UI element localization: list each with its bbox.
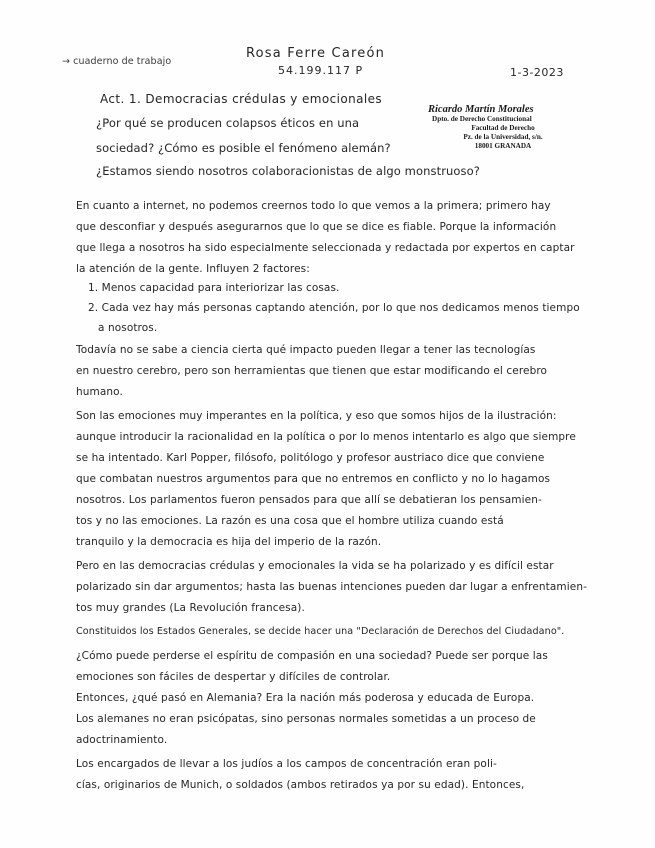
body-line: Son las emociones muy imperantes en la política, y eso que somos hijos de la ilustración:	[76, 410, 557, 422]
stamp-city: 18001 GRANADA	[474, 142, 532, 150]
body-line: En cuanto a internet, no podemos creernos todo lo que vemos a la primera; primero hay	[76, 200, 551, 212]
body-line: polarizado sin dar argumentos; hasta las buenas intenciones pueden dar lugar a enfrentamien-	[76, 581, 587, 593]
list-item: 2. Cada vez hay más personas captando atención, por lo que nos dedicamos menos tiempo	[88, 302, 580, 314]
body-line: humano.	[76, 386, 123, 398]
body-line: que combatan nuestros argumentos para que no entremos en conflicto y no lo hagamos	[76, 473, 551, 485]
body-line: emociones son fáciles de despertar y difíciles de controlar.	[76, 671, 391, 683]
body-line: ¿Cómo puede perderse el espíritu de compasión en una sociedad? Puede ser porque las	[76, 650, 548, 662]
stamp-address: Pz. de la Universidad, s/n.	[463, 133, 543, 141]
activity-title: Act. 1. Democracias crédulas y emocionales	[100, 92, 383, 106]
body-line: adoctrinamiento.	[76, 734, 168, 746]
header-note: → cuaderno de trabajo	[62, 56, 172, 67]
body-line: nosotros. Los parlamentos fueron pensados para que allí se debatieran los pensamien-	[76, 494, 542, 506]
body-line: Todavía no se sabe a ciencia cierta qué impacto pueden llegar a tener las tecnologías	[76, 344, 536, 356]
question-line: ¿Estamos siendo nosotros colaboracionistas de algo monstruoso?	[96, 164, 480, 178]
body-line: aunque introducir la racionalidad en la política o por lo menos intentarlo es algo que siempre	[76, 431, 576, 443]
stamp-name: Ricardo Martín Morales	[428, 104, 534, 115]
body-line: Constituidos los Estados Generales, se decide hacer una "Declaración de Derechos del Ciudadano".	[76, 626, 565, 637]
date: 1-3-2023	[510, 66, 564, 79]
stamp-department: Dpto. de Derecho Constitucional	[432, 115, 532, 123]
body-line: Entonces, ¿qué pasó en Alemania? Era la nación más poderosa y educada de Europa.	[76, 692, 535, 704]
id-number: 54.199.117 P	[278, 64, 364, 77]
body-line: tos muy grandes (La Revolución francesa).	[76, 602, 305, 614]
body-line: Los encargados de llevar a los judíos a los campos de concentración eran poli-	[76, 758, 497, 770]
body-line: la atención de la gente. Influyen 2 factores:	[76, 263, 310, 275]
body-line: se ha intentado. Karl Popper, filósofo, politólogo y profesor austriaco dice que conviene	[76, 452, 545, 464]
stamp-faculty: Facultad de Derecho	[471, 124, 535, 132]
list-item: 1. Menos capacidad para interiorizar las cosas.	[88, 282, 340, 294]
author-name: Rosa Ferre Careón	[246, 46, 386, 61]
list-item: a nosotros.	[98, 322, 158, 334]
question-line: ¿Por qué se producen colapsos éticos en una	[96, 116, 360, 130]
body-line: en nuestro cerebro, pero son herramientas que tienen que estar modificando el cerebro	[76, 365, 548, 377]
body-line: Pero en las democracias crédulas y emocionales la vida se ha polarizado y es difícil estar	[76, 560, 554, 572]
body-line: tos y no las emociones. La razón es una cosa que el hombre utiliza cuando está	[76, 515, 504, 527]
body-line: cías, originarios de Munich, o soldados (ambos retirados ya por su edad). Entonces,	[76, 779, 525, 791]
body-line: Los alemanes no eran psicópatas, sino personas normales sometidas a un proceso de	[76, 713, 536, 725]
question-line: sociedad? ¿Cómo es posible el fenómeno alemán?	[96, 141, 391, 155]
body-line: tranquilo y la democracia es hija del imperio de la razón.	[76, 536, 382, 548]
professor-stamp	[428, 104, 578, 151]
body-line: que llega a nosotros ha sido especialmente seleccionada y redactada por expertos en captar	[76, 242, 575, 254]
body-line: que desconfiar y después asegurarnos que lo que se dice es fiable. Porque la información	[76, 221, 557, 233]
